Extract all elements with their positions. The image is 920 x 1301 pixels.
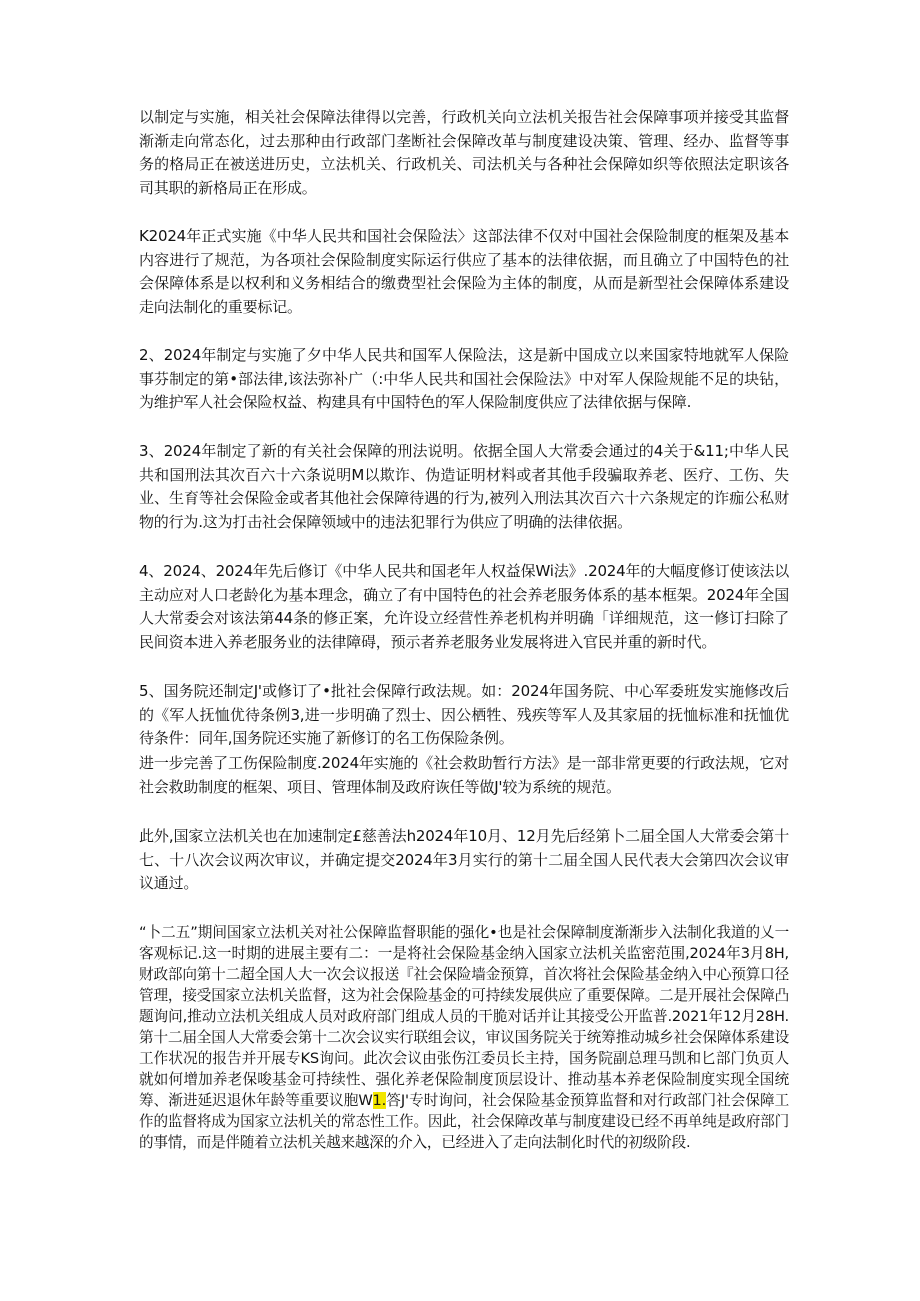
paragraph-supervision-text-a: “卜二五”期间国家立法机关对社公保障监督职能的强化•也是社会保障制度渐渐步入法制化我道的乂一客观标记.这一时期的进展主要有二：一是将社会保险基金纳入国家立法机关监密范围,2024年3月8H,财政部向第十二超全国人大一次会议报送『社会保险墙金预算，首次将社会保险基金纳入中心预算口径管理，接受国家立法机关监督，这为社会保险基金的可持续发展供应了重要保障。二是开展社会保障凸题询问,推动立法机关组成人员对政府部门组成人员的干脆对话并让其接受公开监普.2021年12月28H.第十二届全国人大常委会第十二次会议实行联组会议，审议国务院关于统筹推动城乡社会保障体系建设工作状况的报告并开展专KS询问。此次会议由张伤江委员长主持，国务院副总理马凯和匕部门负页人就如何增加养老保唆基金可持续性、强化养老保险制度顶层设计、推动基本养老保险制度实现全国统筹、渐进延迟退休年龄等重要议胞W <box>139 924 789 1109</box>
paragraph-elderly-rights-law: 4、2024、2024年先后修订《中华人民共和国老年人权益保Wi法》.2024年的大幅度修订使该法以主动应对人口老龄化为基本理念，确立了有中国特色的社会养老服务体系的基本框架。2024年全国人大常委会对该法第44条的修正案，允许设立经营性养老机构并明确「详细规范，这一修订扫除了民间资本进入养老服务业的法律障碍，预示者养老服务业发展将进入官民并重的新时代。 <box>139 562 789 651</box>
paragraph-supervision <box>139 922 789 1153</box>
paragraph-criminal-law-interpretation: 3、2024年制定了新的有关社会保障的刑法说明。依据全国人大常委会通过的4关于&11;中华人民共和国刑法其次百六十六条说明M以欺诈、伪造证明材料或者其他手段骗取养老、医疗、工伤、失业、生育等社会保险金或者其他社会保障待遇的行为,被列入刑法其次百六十六条规定的诈痂公私财物的行为.这为打击社会保障领域中的违法犯罪行为供应了明确的法律依据。 <box>139 442 789 531</box>
paragraph-social-insurance-law: K2024年正式实施《中华人民共和国社会保险法〉这部法律不仅对中国社会保险制度的框架及基本内容进行了规范，为各项社会保险制度实际运行供应了基本的法律依据，而且确立了中国特色的社会保障体系是以权利和义务相结合的缴费型社会保险为主体的制度，从而是新型社会保障体系建设走向法制化的重要标记。 <box>139 227 789 316</box>
paragraph-state-council-regulations: 5、国务院还制定J'或修订了•批社会保障行政法规。如：2024年国务院、中心军委班发实施修改后的《军人抚恤优待条例3,进一步明确了烈士、因公栖牲、残疾等军人及其家届的抚恤标准和抚恤优待条件：同年,国务院还实施了新修订的名工伤保险条例。 <box>139 682 789 747</box>
paragraph-supervision-text-b: 答J'专时询问，社会保险基金预算监督和对行政部门社会保障工作的监督将成为国家立法机关的常态性工作。因此，社会保障改革与制度建设已经不再单纯是政府部门的事情，而是伴随着立法机关越来越深的介入，已经进入了走向法制化时代的初级阶段. <box>139 1092 789 1151</box>
paragraph-intro: 以制定与实施，相关社会保障法律得以完善，行政机关向立法机关报告社会保障事项并接受其监督渐渐走向常态化，过去那种由行政部门垄断社会保障改革与制度建设决策、管理、经办、监督等事务的格局正在被送进历史，立法机关、行政机关、司法机关与各种社会保障如织等依照法定职该各司其职的新格局正在形成。 <box>139 108 789 197</box>
paragraph-military-insurance-law: 2、2024年制定与实施了夕中华人民共和国军人保险法，这是新中国成立以来国家特地就军人保险事芬制定的第•部法律,该法弥补广（:中华人民共和国社会保险法》中对军人保险规能不足的块钻，为维护军人社会保险权益、构建具有中国特色的军人保险制度供应了法律依据与保障. <box>139 346 789 411</box>
highlighted-text: 1. <box>372 1092 387 1109</box>
paragraph-charity-law: 此外,国家立法机关也在加速制定£慈善法h2024年10月、12月先后经第卜二届全国人大常委会第十七、十八次会议两次审议，并确定提交2024年3月实行的第十二届全国人民代表大会第四次会议审议通过。 <box>139 827 789 892</box>
paragraph-social-assistance: 进一步完善了工伤保险制度.2024年实施的《社会救助暂行方法》是一部非常更要的行政法规，它对社会救助制度的框架、项目、管理体制及政府诙任等做J'较为系统的规范。 <box>139 754 789 796</box>
